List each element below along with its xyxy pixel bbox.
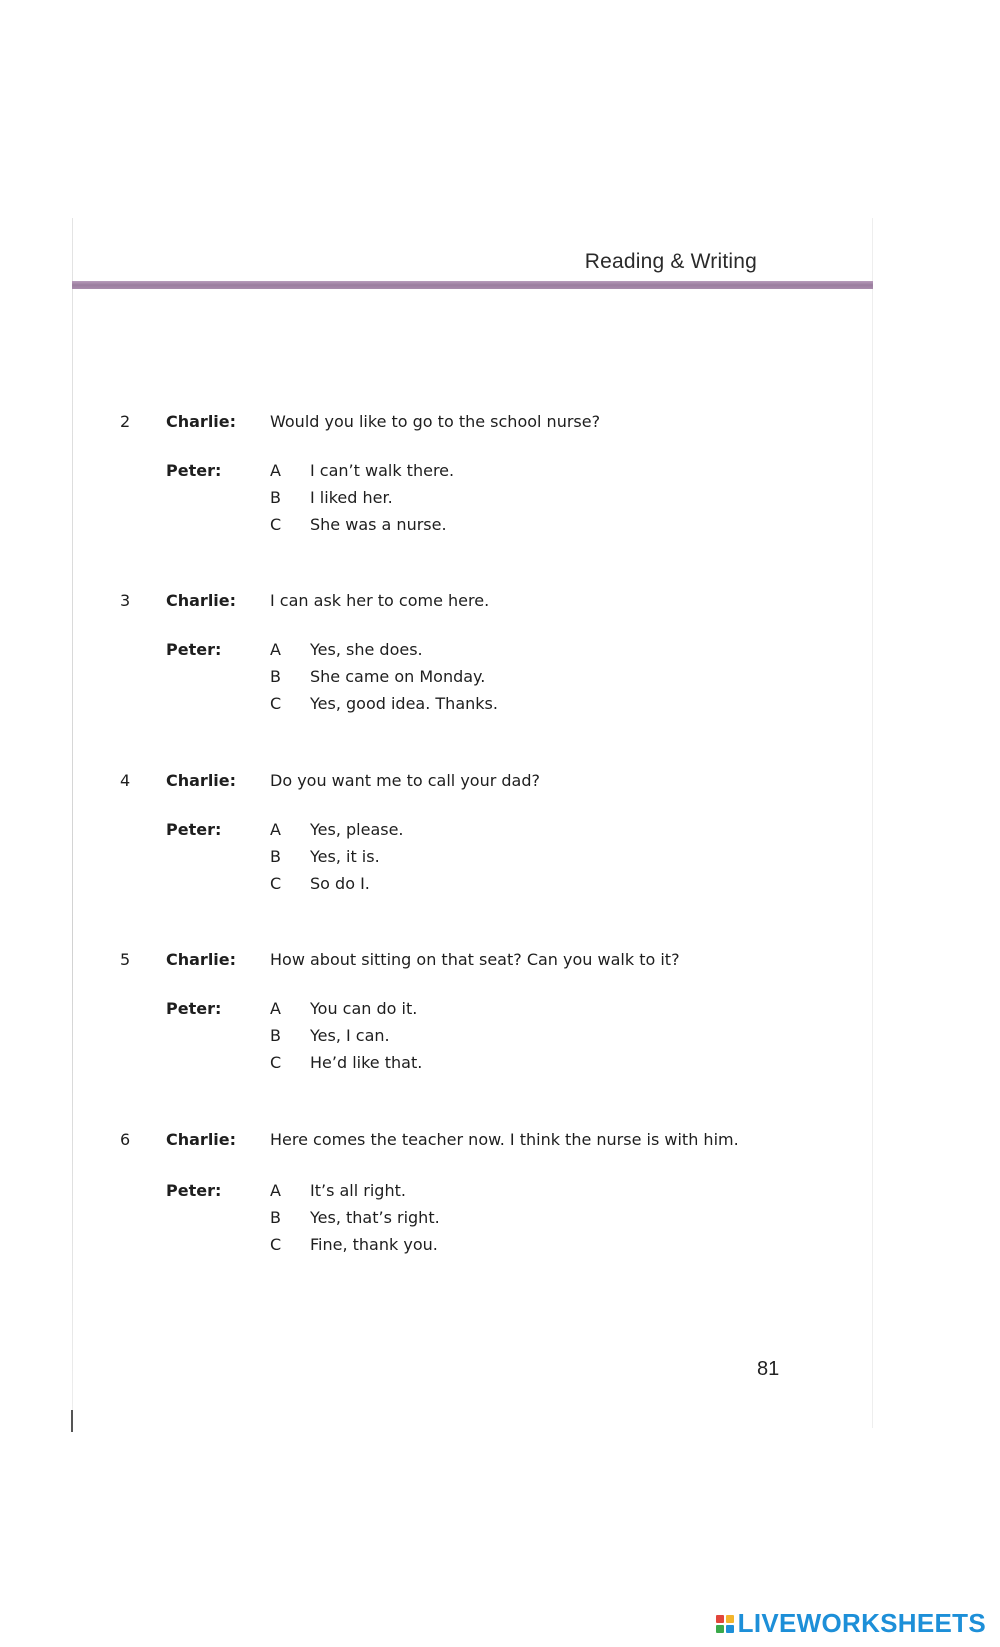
option-text: Yes, that’s right.: [310, 1208, 440, 1227]
option-text: I liked her.: [310, 488, 393, 507]
question-number: 4: [120, 771, 131, 790]
page-left-edge: [72, 218, 73, 1428]
option-text: She was a nurse.: [310, 515, 447, 534]
option-text: She came on Monday.: [310, 667, 486, 686]
speaker-peter: Peter:: [166, 461, 222, 480]
option-letter: C: [270, 694, 282, 713]
option-letter: B: [270, 667, 281, 686]
option-letter: B: [270, 1026, 281, 1045]
logo-square-green: [716, 1625, 724, 1633]
option-text: It’s all right.: [310, 1181, 406, 1200]
option-text: You can do it.: [310, 999, 418, 1018]
question-number: 6: [120, 1130, 131, 1149]
speaker-charlie: Charlie:: [166, 1130, 237, 1149]
speaker-charlie: Charlie:: [166, 412, 237, 431]
logo-text: LIVEWORKSHEETS: [737, 1608, 986, 1638]
option-letter: C: [270, 1235, 282, 1254]
option-text: So do I.: [310, 874, 370, 893]
speaker-peter: Peter:: [166, 820, 222, 839]
page-edge-tick: [71, 1410, 73, 1432]
option-text: Yes, it is.: [310, 847, 380, 866]
speaker-peter: Peter:: [166, 1181, 222, 1200]
question-number: 3: [120, 591, 131, 610]
charlie-line: I can ask her to come here.: [270, 591, 490, 610]
option-letter: A: [270, 461, 281, 480]
section-title: Reading & Writing: [584, 250, 757, 273]
option-letter: C: [270, 515, 282, 534]
option-letter: B: [270, 488, 281, 507]
option-text: He’d like that.: [310, 1053, 423, 1072]
option-letter: A: [270, 820, 281, 839]
logo-square-yellow: [726, 1615, 734, 1623]
option-text: Yes, good idea. Thanks.: [310, 694, 498, 713]
header-bar: [72, 281, 873, 289]
speaker-peter: Peter:: [166, 999, 222, 1018]
option-letter: C: [270, 1053, 282, 1072]
speaker-charlie: Charlie:: [166, 950, 237, 969]
liveworksheets-logo[interactable]: [716, 1608, 986, 1639]
question-number: 5: [120, 950, 131, 969]
option-letter: A: [270, 640, 281, 659]
option-letter: A: [270, 1181, 281, 1200]
charlie-line: Do you want me to call your dad?: [270, 771, 540, 790]
option-text: Fine, thank you.: [310, 1235, 438, 1254]
option-letter: A: [270, 999, 281, 1018]
page-number: 81: [757, 1358, 780, 1380]
option-letter: B: [270, 847, 281, 866]
logo-grid-icon: [716, 1615, 734, 1633]
speaker-charlie: Charlie:: [166, 771, 237, 790]
option-text: Yes, I can.: [310, 1026, 390, 1045]
speaker-peter: Peter:: [166, 640, 222, 659]
option-text: I can’t walk there.: [310, 461, 455, 480]
page-right-edge: [872, 218, 873, 1428]
option-letter: C: [270, 874, 282, 893]
logo-square-red: [716, 1615, 724, 1623]
charlie-line: Would you like to go to the school nurse?: [270, 412, 601, 431]
charlie-line: Here comes the teacher now. I think the nurse is with him.: [270, 1130, 739, 1149]
option-text: Yes, she does.: [310, 640, 423, 659]
option-text: Yes, please.: [310, 820, 404, 839]
charlie-line: How about sitting on that seat? Can you walk to it?: [270, 950, 680, 969]
speaker-charlie: Charlie:: [166, 591, 237, 610]
question-number: 2: [120, 412, 131, 431]
logo-square-blue: [726, 1625, 734, 1633]
option-letter: B: [270, 1208, 281, 1227]
